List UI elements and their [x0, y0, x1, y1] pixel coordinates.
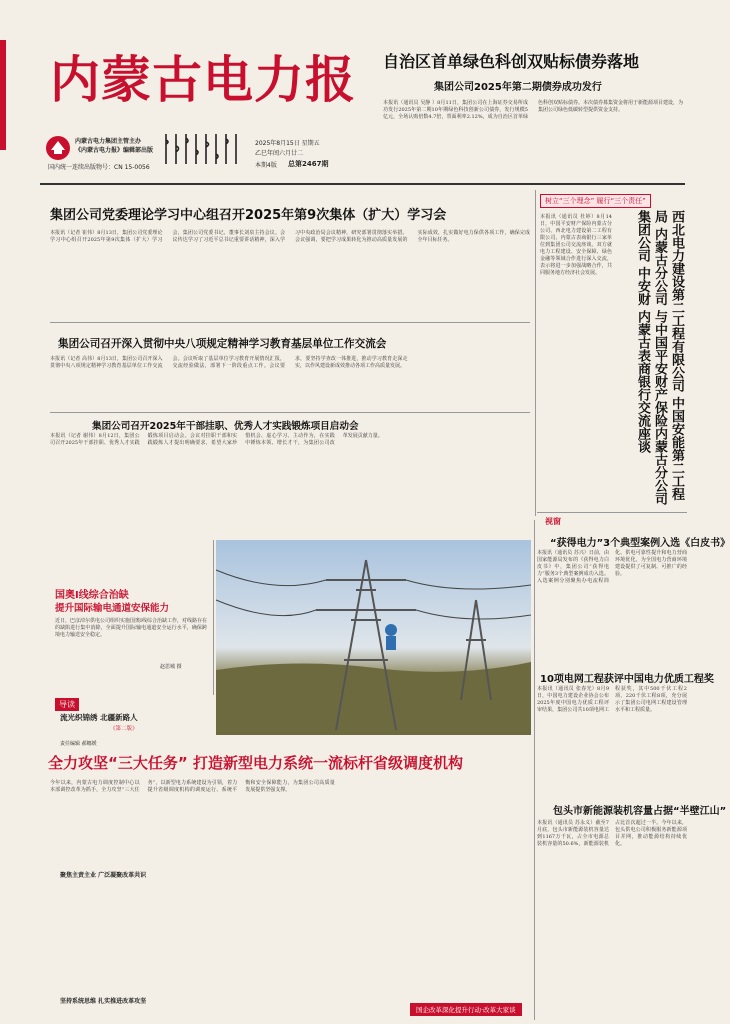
- vision-section-border: [537, 512, 687, 513]
- column-divider: [535, 190, 536, 515]
- top-story-body: 本报讯（通讯员 吴静 ）8月11日，集团公司在上海证券交易所成功发行2025年第二期10年期绿色科技创新公司债券，发行规模5亿元，全场认购倍数4.7倍，票面利率2.12%，成为自治区首单绿色科创双贴标债券。本次债券募集资金将用于新能源项目建设，为集团公司绿色低碳转型提供资金支持。: [383, 100, 684, 120]
- lead-story-headline: 集团公司党委理论学习中心组召开2025年第9次集体（扩大）学习会: [50, 208, 447, 223]
- divider: [50, 412, 530, 413]
- headline-post: ” 打造新型电力系统一流标杆省级调度机构: [177, 754, 463, 772]
- photographer-credit: 赵思城 摄: [160, 664, 182, 670]
- bottom-story-body-continued: [50, 880, 530, 990]
- headline-pre: 全力攻坚“: [48, 754, 118, 772]
- guide-tag: 导读: [55, 698, 79, 711]
- vision-item2-title: 10项电网工程获评中国电力优质工程奖: [540, 674, 714, 685]
- issue-number: 总第2467期: [288, 160, 329, 168]
- vision-item1-title: “获得电力”3个典型案例入选《白皮书》: [550, 538, 730, 549]
- guide-line[interactable]: 流光织锦绣 北疆新路人: [60, 713, 138, 722]
- masthead-red-bar: [0, 40, 6, 150]
- publisher-line-1: 内蒙古电力集团主管主办: [75, 138, 142, 145]
- bottom-section-heading-1: 聚焦主责主业 广泛凝聚改革共识: [60, 872, 147, 879]
- lead-story-body: 本报讯（记者 崔伟）8月13日，集团公司党委理论学习中心组召开2025年第9次集体（扩大）学习会，集团公司党委书记、董事长刘泉主持会议。会议传达学习了习近平总书记重要讲话精神，深入学习中央政治局会议精神，研究部署贯彻落实举措。会议强调，要把学习成果转化为推动高质量发展的实际成效，扎实做好电力保供各项工作，确保完成全年目标任务。: [50, 230, 530, 243]
- mongolian-title-icon: [160, 132, 240, 166]
- second-story-headline: 集团公司召开深入贯彻中央八项规定精神学习教育基层单位工作交流会: [58, 338, 387, 350]
- bottom-section-heading-2: 坚持系统思维 扎实推进改革攻坚: [60, 998, 147, 1005]
- vision-item1-body: 本报讯（通讯员 苏兴）日前，由国家能源局发布的《获得电力白皮书》中，集团公司“获得电力”服务3个典型案例成功入选。入选案例分别聚焦办电流程简化、供电可靠性提升和电力营商环境优化，为全国电力营商环境建设提供了可复制、可推广的经验。: [537, 550, 687, 584]
- sidebar-tag: 树立“三个理念” 履行“三个责任”: [540, 194, 651, 208]
- cn-number: 国内统一连续出版物号：CN 15-0056: [48, 164, 150, 171]
- lunar-date: 乙巳年闰六月廿二: [255, 150, 304, 157]
- transmission-line-photo: [216, 540, 531, 735]
- bottom-story-body: 今年以来，内蒙古电力调度控制中心以本部调控改革为抓手，全力攻坚“三大任务”，以新型电力系统建设为引领，着力提升省级调度机构的调度运行、系统平衡和安全保障能力，为集团公司高质量发展提供坚强支撑。: [50, 780, 335, 793]
- paper-name: 内蒙古电力报: [50, 51, 356, 109]
- column-divider: [213, 540, 214, 695]
- bottom-story-headline: [48, 752, 463, 773]
- top-story-headline: 自治区首单绿色科创双贴标债券落地: [383, 52, 640, 71]
- group-logo-icon: [45, 135, 71, 161]
- third-story-body: 本报讯（记者 谢伟）8月12日，集团公司召开2025年干部挂职、优秀人才实践锻炼项目启动会。会议对挂职干部和实践锻炼人才提出明确要求，希望大家珍惜机会、虚心学习、主动作为，在实践中锤炼本领、增长才干，为集团公司改革发展贡献力量。: [50, 433, 383, 446]
- top-story-subhead: 集团公司2025年第二期债券成功发行: [434, 82, 602, 93]
- issue-date: 2025年8月15日 星期五: [255, 140, 320, 147]
- sidebar-vertical-headline: 西北电力建设第二工程有限公司 中国安能第二工程局 内蒙古分公司 与中国平安财产保险内蒙古分公司 集团公司 中安财 内蒙古表商银行交流座谈: [635, 210, 684, 506]
- second-story-body: 本报讯（记者 高伟）8月13日，集团公司召开深入贯彻中央八项规定精神学习教育基层单位工作交流会。会议听取了基层单位学习教育开展情况汇报，交流经验做法，部署下一阶段重点工作。会议要求，要坚持学查改一体推进，推动学习教育走深走实，以作风建设新成效推动各项工作高质量发展。: [50, 356, 408, 369]
- vision-item3-body: 本报讯（通讯员 苏永义）截至7月底，包头市新能源装机容量达到1167万千瓦，占全市电源总装机容量的50.6%，新能源装机占比首次超过一半。今年以来，包头供电公司积极服务新能源项目并网，推动能源结构持续优化。: [537, 820, 687, 847]
- vision-tag: 视窗: [545, 517, 561, 526]
- editor-credit: 责任编辑 郝娜媛: [60, 741, 97, 747]
- bottom-footer-tag: 国企改革深化提升行动·改革大家谈: [410, 1003, 522, 1016]
- vision-item3-title: 包头市新能源装机容量占据“半壁江山”: [553, 806, 727, 817]
- column-divider: [535, 515, 536, 516]
- vision-item2-body: 本报讯（通讯员 张春光）8月9日，中国电力建设企业协会公布2025年度中国电力优质工程评审结果，集团公司共10项电网工程获奖，其中500千伏工程2项、220千伏工程8项，充分展示了集团公司电网工程建设管理水平和工程质量。: [537, 686, 687, 713]
- photo-feature-headline-1: 国奥Ⅰ线综合治缺: [55, 590, 129, 601]
- photo-feature-headline-2: 提升国际输电通道安保能力: [55, 603, 170, 614]
- headline-mid: 三大任务: [117, 754, 178, 772]
- masthead-divider: [40, 183, 685, 185]
- third-story-headline: 集团公司召开2025年干部挂职、优秀人才实践锻炼项目启动会: [92, 421, 359, 432]
- photo-feature-caption: 近日，巴彦淖尔供电公司组织实施国奥Ⅰ线综合治缺工作，对线路存在的缺陷进行集中消除，全面提升国际输电通道安全运行水平，确保跨境电力输送安全稳定。: [55, 618, 207, 638]
- page-count: 本期4版: [255, 162, 277, 169]
- column-divider: [534, 520, 535, 1020]
- publisher-line-2: 《内蒙古电力报》编辑部出版: [75, 147, 154, 154]
- sidebar-body: 本报讯（通讯员 杜婷）8月14日，中国平安财产保险内蒙古分公司、西北电力建设第二工程有限公司、内蒙古表商银行三家单位到集团公司交流座谈。双方就电力工程建设、安全保障、绿色金融等领域合作进行深入交流，表示将进一步加强战略合作，共同服务地方经济社会发展。: [540, 214, 612, 276]
- divider: [50, 322, 530, 323]
- guide-page: 《第二版》: [110, 726, 138, 732]
